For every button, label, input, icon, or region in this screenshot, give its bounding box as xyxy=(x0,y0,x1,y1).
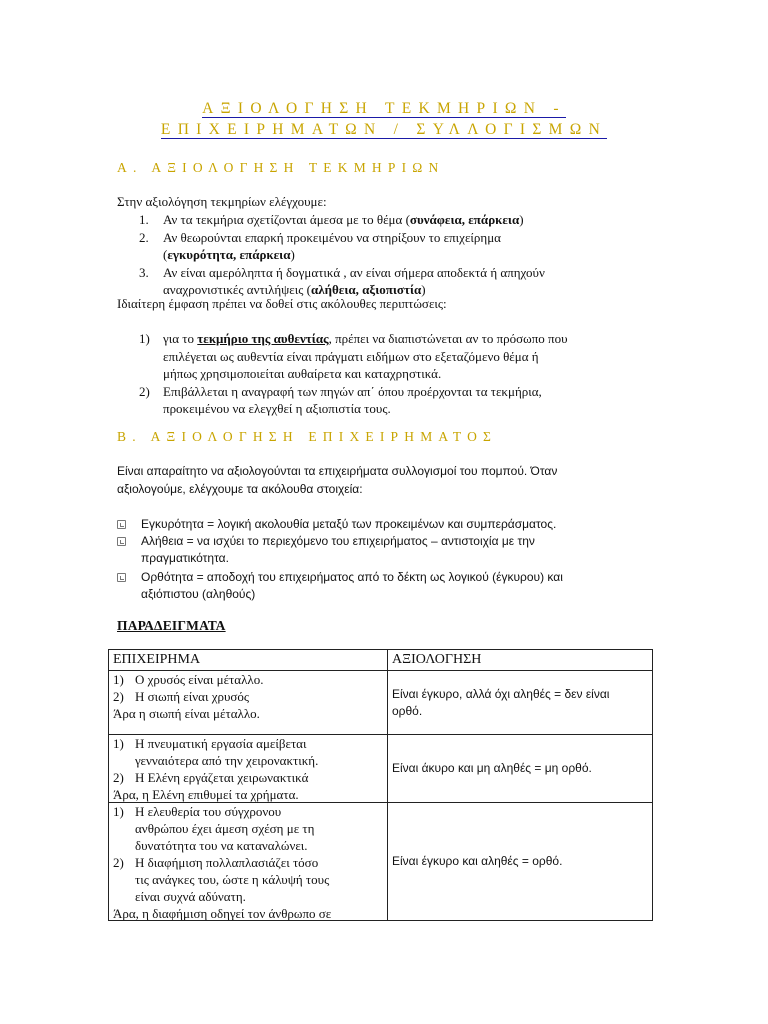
list-item-text: Αν θεωρούνται επαρκή προκειμένου να στηρίξουν το επιχείρημα xyxy=(163,229,501,245)
premise-number: 1) xyxy=(113,736,124,751)
case-number: 2) xyxy=(139,383,150,399)
list-item-text: Αν τα τεκμήρια σχετίζονται άμεσα με το θέμα (συνάφεια, επάρκεια) xyxy=(163,212,524,227)
bullet-text: Ορθότητα = αποδοχή του επιχειρήματος από το δέκτη ως λογικού (έγκυρου) και xyxy=(141,570,563,584)
argument-content xyxy=(113,735,383,802)
evaluation-cell: Είναι άκυρο και μη αληθές = μη ορθό. xyxy=(388,735,653,803)
intro-line: αξιολογούμε, ελέγχουμε τα ακόλουθα στοιχεία: xyxy=(117,482,363,496)
emphasized-text: συνάφεια, επάρκεια xyxy=(409,212,520,227)
argument-cell xyxy=(109,803,388,921)
examples-heading: ΠΑΡΑΔΕΙΓΜΑΤΑ xyxy=(117,618,226,633)
bullet-text: αξιόπιστου (αληθούς) xyxy=(141,587,256,601)
bullet-text: πραγματικότητα. xyxy=(141,551,229,565)
argument-content xyxy=(113,803,383,920)
bullet-text: Αλήθεια = να ισχύει το περιεχόμενο του επιχειρήματος – αντιστοιχία με την xyxy=(141,534,535,548)
list-item-text: Αν είναι αμερόληπτα ή δογματικά , αν είναι σήμερα αποδεκτά ή απηχούν xyxy=(163,264,545,280)
table-row xyxy=(109,671,653,735)
list-number: 3. xyxy=(139,264,149,280)
case-text: Επιβάλλεται η αναγραφή των πηγών απ΄ όπου προέρχονται τα τεκμήρια, xyxy=(163,383,542,399)
conclusion: Άρα, η Ελένη επιθυμεί τα χρήματα. xyxy=(113,787,299,802)
intro-line: Είναι απαραίτητο να αξιολογούνται τα επιχειρήματα συλλογισμοί του πομπού. Όταν xyxy=(117,464,558,478)
section-a-heading: Α. ΑΞΙΟΛΟΓΗΣΗ ΤΕΚΜΗΡΙΩΝ xyxy=(117,160,445,175)
section-a-intro: Στην αξιολόγηση τεκμηρίων ελέγχουμε: xyxy=(117,194,327,209)
premise-number: 2) xyxy=(113,770,124,785)
section-a-emphasis: Ιδιαίτερη έμφαση πρέπει να δοθεί στις ακόλουθες περιπτώσεις: xyxy=(117,296,447,311)
case-number: 1) xyxy=(139,331,150,346)
argument-cell xyxy=(109,671,388,735)
argument-cell xyxy=(109,735,388,803)
premise: 2) Η διαφήμιση πολλαπλασιάζει τόσο τις ανάγκες του, ώστε η κάλυψή τους είναι συχνά αδύνατη. xyxy=(113,855,330,904)
premise: 2) Η Ελένη εργάζεται χειρωνακτικά xyxy=(113,770,309,785)
premise: 1) Ο χρυσός είναι μέταλλο. xyxy=(113,672,264,687)
premise-number: 2) xyxy=(113,855,124,870)
table-row xyxy=(109,735,653,803)
bullet-text: Εγκυρότητα = λογική ακολουθία μεταξύ των προκειμένων και συμπεράσματος. xyxy=(141,517,557,531)
argument-content xyxy=(113,671,383,722)
list-item-text: (εγκυρότητα, επάρκεια) xyxy=(163,247,295,262)
premise-number: 1) xyxy=(113,804,124,819)
conclusion: Άρα, η διαφήμιση οδηγεί τον άνθρωπο σε xyxy=(113,906,332,920)
section-b-heading: Β. ΑΞΙΟΛΟΓΗΣΗ ΕΠΙΧΕΙΡΗΜΑΤΟΣ xyxy=(117,429,498,444)
check-box-icon xyxy=(117,573,126,582)
conclusion: Άρα η σιωπή είναι μέταλλο. xyxy=(113,706,260,721)
premise-number: 1) xyxy=(113,672,124,687)
emphasized-text: αλήθεια, αξιοπιστία xyxy=(311,282,422,297)
premise: 1) Η ελευθερία του σύγχρονου ανθρώπου έχει άμεση σχέση με τη δυνατότητα του να καταναλώνει. xyxy=(113,804,315,853)
premise-number: 2) xyxy=(113,689,124,704)
examples-table xyxy=(108,649,653,921)
case-text: για το τεκμήριο της αυθεντίας, πρέπει να διαπιστώνεται αν το πρόσωπο που xyxy=(163,331,568,346)
emphasized-text: τεκμήριο της αυθεντίας xyxy=(197,331,329,346)
list-number: 2. xyxy=(139,229,149,245)
evaluation-cell: Είναι έγκυρο και αληθές = ορθό. xyxy=(388,803,653,921)
premise: 2) Η σιωπή είναι χρυσός xyxy=(113,689,250,704)
list-number: 1. xyxy=(139,212,149,227)
title-line-2: ΕΠΙΧΕΙΡΗΜΑΤΩΝ / ΣΥΛΛΟΓΙΣΜΩΝ xyxy=(160,121,608,138)
premise: 1) Η πνευματική εργασία αμείβεται γενναιότερα από την χειρονακτική. xyxy=(113,736,319,768)
case-text: προκειμένου να ελεγχθεί η αξιοπιστία τους. xyxy=(163,401,391,417)
emphasized-text: εγκυρότητα, επάρκεια xyxy=(167,247,291,262)
check-box-icon xyxy=(117,537,126,546)
title-line-1: ΑΞΙΟΛΟΓΗΣΗ ΤΕΚΜΗΡΙΩΝ - xyxy=(202,100,566,117)
table-header-row xyxy=(109,650,653,671)
case-text: επιλέγεται ως αυθεντία είναι πράγματι ειδήμων στο εξεταζόμενο θέμα ή xyxy=(163,348,539,364)
evaluation-cell: Είναι έγκυρο, αλλά όχι αληθές = δεν είναι ορθό. xyxy=(388,671,653,735)
table-row xyxy=(109,803,653,921)
document-title xyxy=(0,98,768,140)
header-evaluation: ΑΞΙΟΛΟΓΗΣΗ xyxy=(388,650,653,671)
list-item-text: αναχρονιστικές αντιλήψεις (αλήθεια, αξιοπιστία) xyxy=(163,282,426,297)
header-argument: ΕΠΙΧΕΙΡΗΜΑ xyxy=(109,650,388,671)
check-box-icon xyxy=(117,520,126,529)
case-text: μήπως χρησιμοποιείται αυθαίρετα και καταχρηστικά. xyxy=(163,366,442,382)
